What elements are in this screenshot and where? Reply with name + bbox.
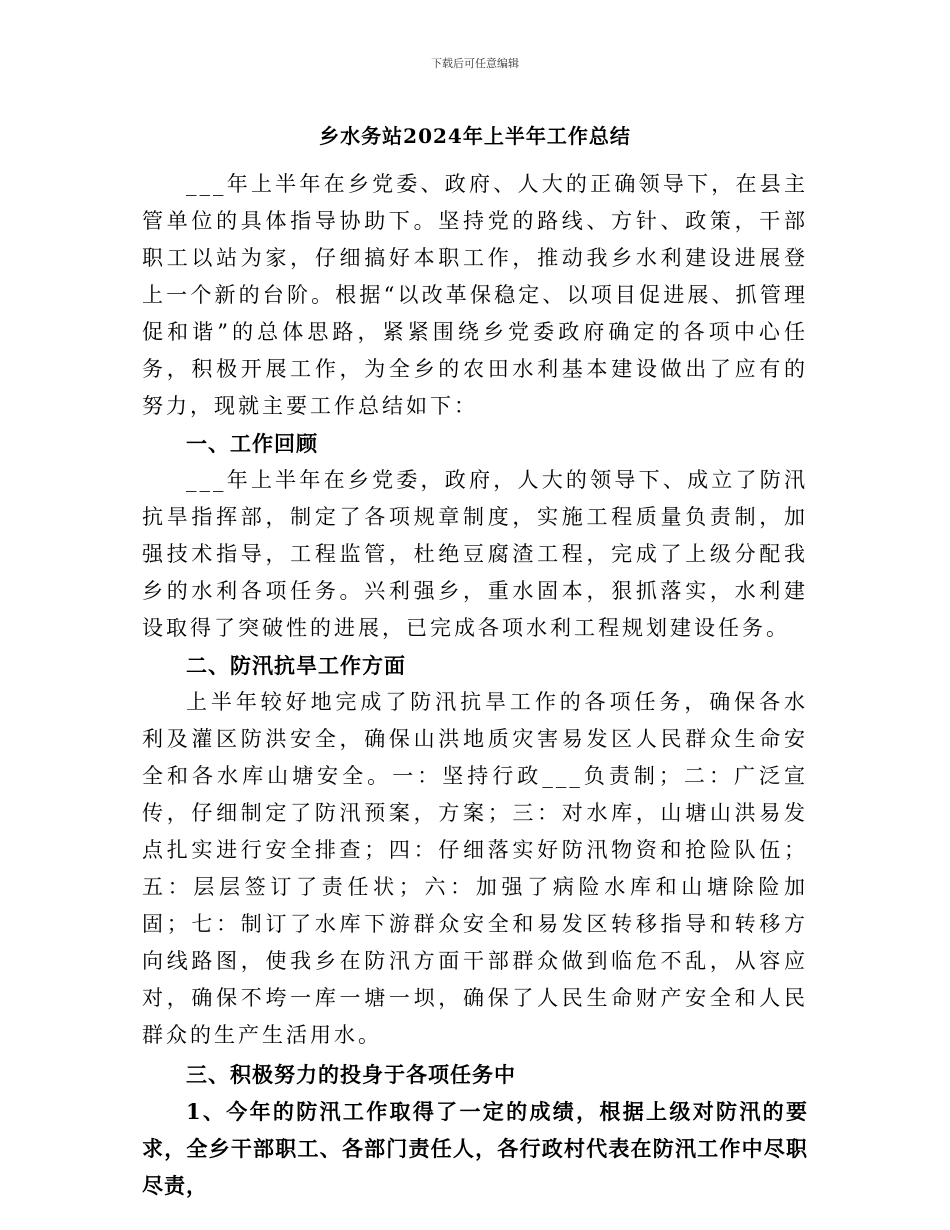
section-item-flood-work: 1、今年的防汛工作取得了一定的成绩，根据上级对防汛的要求，全乡干部职工、各部门责任人，各行政村代表在防汛工作中尽职尽责， — [142, 1099, 808, 1198]
section-heading-tasks: 三、积极努力的投身于各项任务中 — [186, 1062, 516, 1087]
document-title: 乡水务站2024年上半年工作总结 — [319, 124, 631, 148]
header-note: 下载后可任意编辑 — [431, 57, 519, 70]
section-body-review: ___年上半年在乡党委，政府，人大的领导下、成立了防汛抗旱指挥部，制定了各项规章制度，实施工程质量负责制，加强技术指导，工程监管，杜绝豆腐渣工程，完成了上级分配我乡的水利各项任务。兴利强乡，重水固本，狠抓落实，水利建设取得了突破性的进展，已完成各项水利工程规划建设任务。 — [142, 468, 808, 640]
section-heading-flood-control: 二、防汛抗旱工作方面 — [186, 653, 406, 678]
document-body — [142, 122, 808, 1204]
section-body-flood-control: 上半年较好地完成了防汛抗旱工作的各项任务，确保各水利及灌区防洪安全，确保山洪地质灾害易发区人民群众生命安全和各水库山塘安全。一：坚持行政___负责制；二：广泛宣传，仔细制定了防汛预案，方案；三：对水库，山塘山洪易发点扎实进行安全排查；四：仔细落实好防汛物资和抢险队伍；五：层层签订了责任状；六：加强了病险水库和山塘除险加固；七：制订了水库下游群众安全和易发区转移指导和转移方向线路图，使我乡在防汛方面干部群众做到临危不乱，从容应对，确保不垮一库一塘一坝，确保了人民生命财产安全和人民群众的生产生活用水。 — [142, 690, 808, 1047]
intro-paragraph: ___年上半年在乡党委、政府、人大的正确领导下，在县主管单位的具体指导协助下。坚持党的路线、方针、政策，干部职工以站为家，仔细搞好本职工作，推动我乡水利建设进展登上一个新的台阶。根据“以改革保稳定、以项目促进展、抓管理促和谐”的总体思路，紧紧围绕乡党委政府确定的各项中心任务，积极开展工作，为全乡的农田水利基本建设做出了应有的努力，现就主要工作总结如下： — [142, 172, 808, 418]
section-heading-review: 一、工作回顾 — [186, 431, 318, 456]
